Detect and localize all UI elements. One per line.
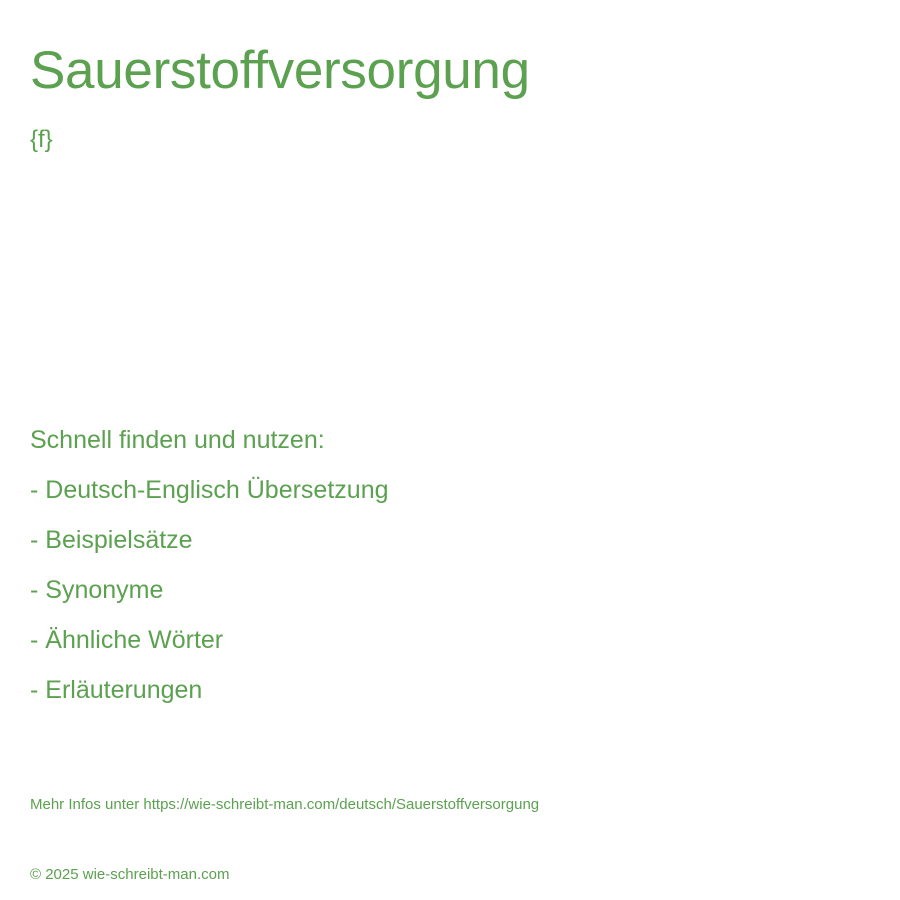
page-title: Sauerstoffversorgung: [30, 41, 530, 100]
feature-item-translation: - Deutsch-Englisch Übersetzung: [30, 476, 389, 504]
more-info-link[interactable]: https://wie-schreibt-man.com/deutsch/Sauerstoffversorgung: [143, 796, 540, 813]
copyright: © 2025 wie-schreibt-man.com: [30, 866, 230, 883]
feature-item-similar-words: - Ähnliche Wörter: [30, 626, 224, 654]
features-heading: Schnell finden und nutzen:: [30, 426, 325, 454]
more-info-prefix: Mehr Infos unter: [30, 796, 144, 813]
feature-item-example-sentences: - Beispielsätze: [30, 526, 193, 554]
feature-item-synonyms: - Synonyme: [30, 576, 164, 604]
more-info-line: [30, 795, 539, 815]
feature-item-explanations: - Erläuterungen: [30, 676, 203, 704]
gender-label: {f}: [30, 126, 53, 153]
